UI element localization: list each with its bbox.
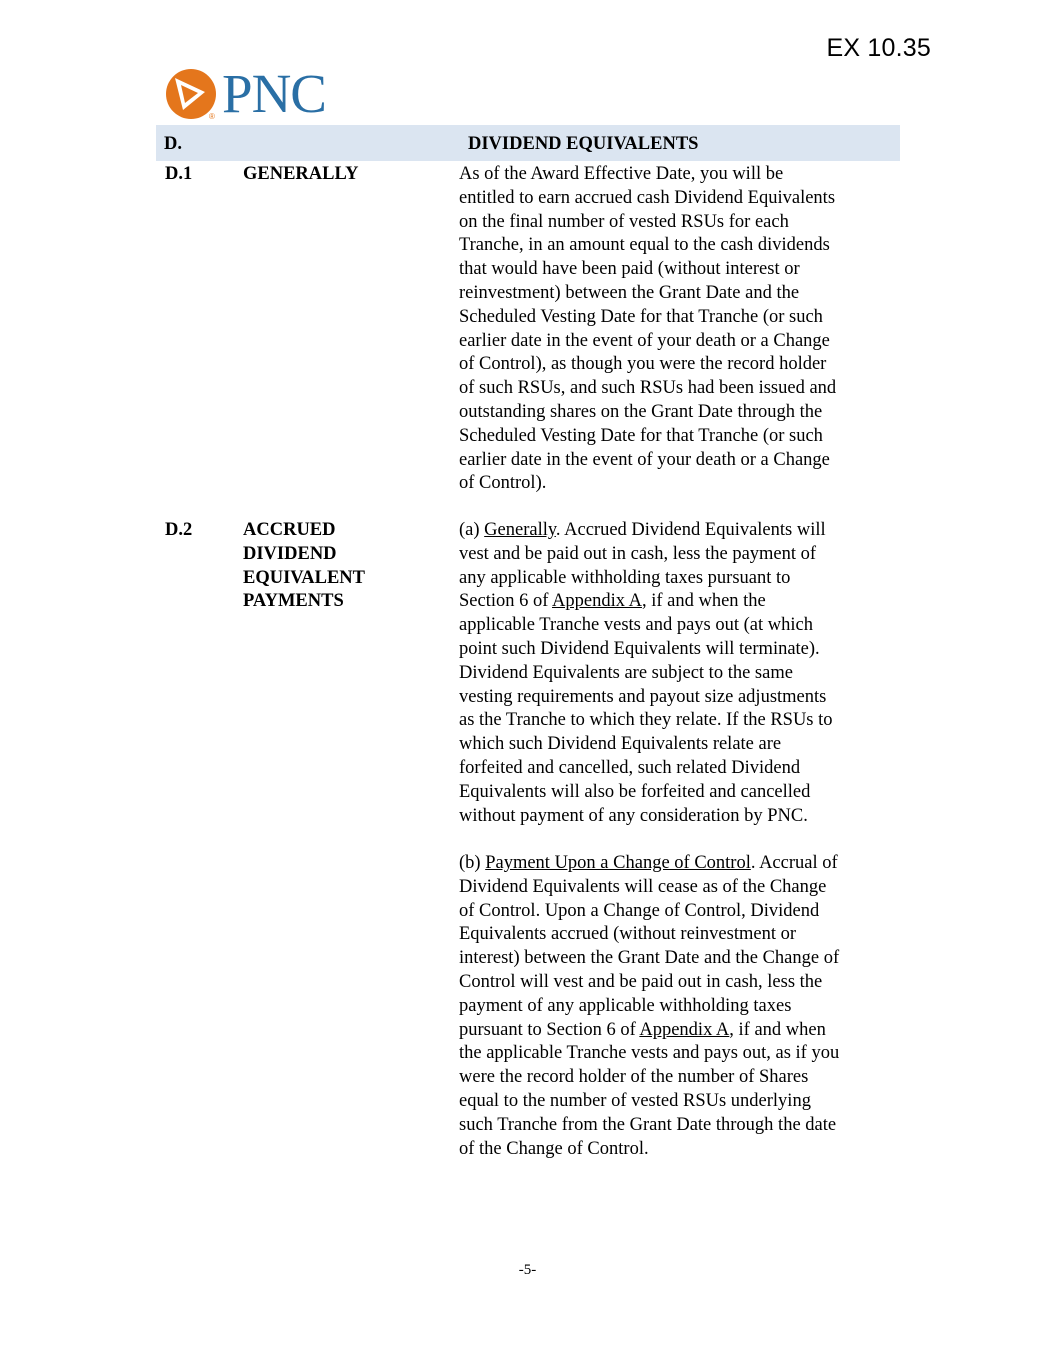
d1-heading: GENERALLY (243, 164, 359, 184)
paragraph-line: Scheduled Vesting Date for that Tranche (or such (459, 425, 823, 446)
para-b-prefix: (b) (459, 853, 486, 873)
paragraph-line: as the Tranche to which they relate. If the RSUs to (459, 710, 833, 731)
paragraph-line: that would have been paid (without interest or (459, 259, 800, 280)
para-b-link-post: , if and when (729, 1019, 826, 1040)
d1-number: D.1 (165, 164, 193, 184)
paragraph-line: Dividend Equivalents will cease as of the Change (459, 876, 827, 897)
paragraph-line: reinvestment) between the Grant Date and the (459, 282, 800, 303)
heading-line: PAYMENTS (243, 591, 344, 612)
paragraph-line: outstanding shares on the Grant Date through the (459, 401, 823, 422)
paragraph-line: any applicable withholding taxes pursuant to (459, 567, 791, 588)
paragraph-line: Equivalents accrued (without reinvestment or (459, 924, 797, 945)
heading-line: DIVIDEND (243, 543, 337, 564)
paragraph-line (459, 852, 899, 876)
paragraph-line: were the record holder of the number of Shares (459, 1067, 809, 1088)
para-a-title: Generally (484, 520, 556, 540)
d2-paragraph-b (459, 852, 899, 1161)
para-a-link-pre: Section 6 of (459, 591, 553, 612)
paragraph-line: earlier date in the event of your death or a Change (459, 330, 830, 351)
paragraph-line: As of the Award Effective Date, you will be (459, 164, 784, 184)
paragraph-line: Tranche, in an amount equal to the cash dividends (459, 235, 830, 256)
paragraph-line (459, 519, 899, 543)
paragraph-line: applicable Tranche vests and pays out (at which (459, 615, 813, 636)
para-a-prefix: (a) (459, 520, 485, 540)
para-b-title: Payment Upon a Change of Control (485, 853, 751, 873)
paragraph-line: forfeited and cancelled, such related Dividend (459, 757, 801, 778)
exhibit-label: EX 10.35 (826, 34, 931, 62)
paragraph-line: of the Change of Control. (459, 1138, 649, 1159)
paragraph-line: entitled to earn accrued cash Dividend Equivalents (459, 187, 836, 208)
paragraph-line: on the final number of vested RSUs for each (459, 211, 789, 232)
section-header-bar (156, 125, 900, 161)
section-title: DIVIDEND EQUIVALENTS (468, 134, 699, 154)
paragraph-line: of Control), as though you were the record holder (459, 354, 827, 375)
appendix-a-link[interactable]: Appendix A (552, 591, 642, 612)
heading-line: EQUIVALENT (243, 567, 366, 588)
d2-heading (243, 519, 443, 614)
paragraph-line (459, 590, 899, 614)
paragraph-line: Control will vest and be paid out in cash, less the (459, 971, 823, 992)
paragraph-line: without payment of any consideration by PNC. (459, 805, 808, 826)
paragraph-line: of such RSUs, and such RSUs had been issued and (459, 378, 837, 399)
paragraph-line: Dividend Equivalents are subject to the same (459, 662, 793, 683)
d2-paragraph-a (459, 519, 899, 828)
paragraph-line: payment of any applicable withholding taxes (459, 995, 792, 1016)
paragraph-line: such Tranche from the Grant Date through the date (459, 1114, 837, 1135)
heading-line: ACCRUED (243, 520, 336, 540)
logo-wordmark: PNC (222, 63, 326, 124)
para-a-link-post: , if and when the (641, 591, 766, 612)
paragraph-line: equal to the number of vested RSUs underlying (459, 1090, 811, 1111)
paragraph-line: vesting requirements and payout size adjustments (459, 686, 827, 707)
paragraph-line: of Control). (459, 473, 547, 494)
paragraph-line: vest and be paid out in cash, less the payment of (459, 543, 817, 564)
paragraph-line: of Control. Upon a Change of Control, Dividend (459, 900, 820, 921)
d1-paragraph (459, 163, 899, 496)
page-number: -5- (518, 1262, 537, 1278)
paragraph-line: point such Dividend Equivalents will terminate). (459, 638, 820, 659)
paragraph-line: the applicable Tranche vests and pays out, as if you (459, 1043, 840, 1064)
para-b-link-pre: pursuant to Section 6 of (459, 1019, 640, 1040)
para-a-after-title: . Accrued Dividend Equivalents will (555, 520, 826, 540)
section-id: D. (164, 134, 182, 154)
para-b-after-title: . Accrual of (750, 853, 838, 873)
logo-registered-mark: ® (209, 112, 215, 121)
paragraph-line: interest) between the Grant Date and the Change of (459, 948, 840, 969)
paragraph-line: Scheduled Vesting Date for that Tranche (or such (459, 306, 823, 327)
paragraph-line: which such Dividend Equivalents relate are (459, 734, 782, 755)
paragraph-line: Equivalents will also be forfeited and cancelled (459, 781, 811, 802)
appendix-a-link[interactable]: Appendix A (639, 1019, 730, 1040)
paragraph-line: earlier date in the event of your death or a Change (459, 449, 830, 470)
paragraph-line (459, 1019, 899, 1043)
d2-number: D.2 (165, 520, 193, 540)
